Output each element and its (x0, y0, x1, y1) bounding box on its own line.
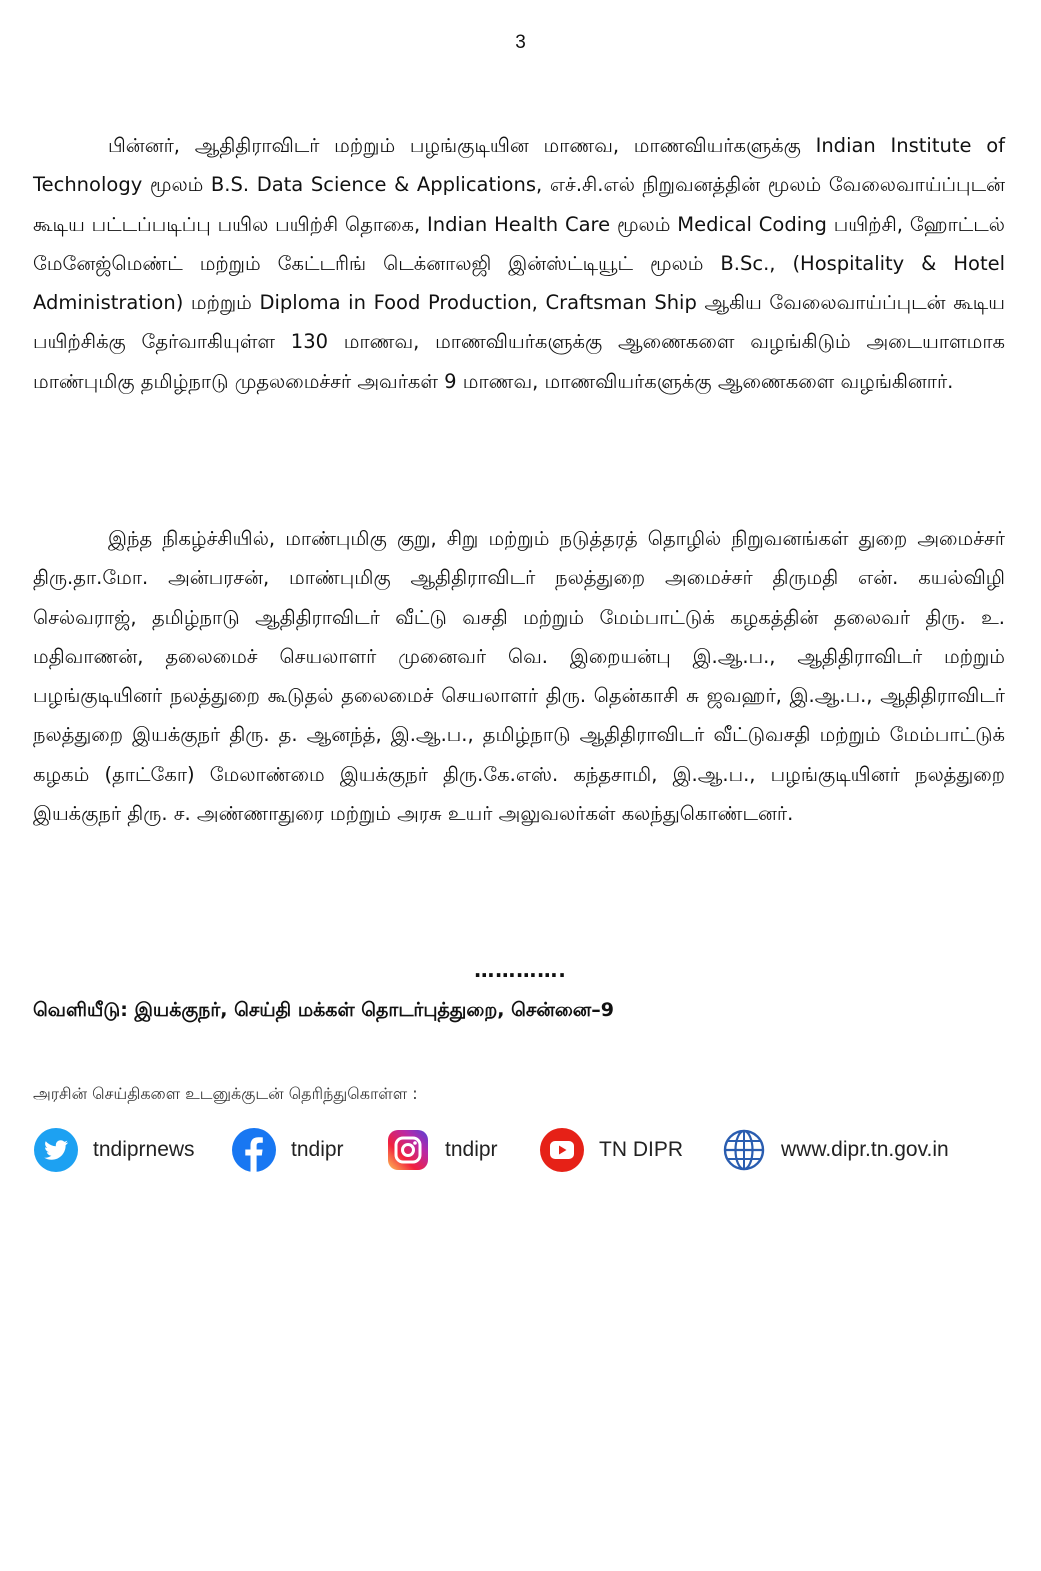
facebook-handle: tndipr (291, 1138, 344, 1161)
twitter-icon (33, 1127, 79, 1173)
youtube-icon (539, 1127, 585, 1173)
instagram-icon (385, 1127, 431, 1173)
instagram-handle: tndipr (445, 1138, 498, 1161)
globe-icon (721, 1127, 767, 1173)
paragraph-students-orders: பின்னர், ஆதிதிராவிடர் மற்றும் பழங்குடியின மாணவ, மாணவியர்களுக்கு Indian Institute of Technology மூலம் B.S. Data Science & Applications, எச்.சி.எல் நிறுவனத்தின் மூலம் வேலைவாய்ப்புடன் கூடிய பட்டப்படிப்பு பயில பயிற்சி தொகை, Indian Health Care மூலம் Medical Coding பயிற்சி, ஹோட்டல் மேனேஜ்மெண்ட் மற்றும் கேட்டரிங் டெக்னாலஜி இன்ஸ்ட்டியூட் மூலம் B.Sc., (Hospitality & Hotel Administration) மற்றும் Diploma in Food Production, Craftsman Ship ஆகிய வேலைவாய்ப்புடன் கூடிய பயிற்சிக்கு தேர்வாகியுள்ள 130 மாணவ, மாணவியர்களுக்கு ஆணைகளை வழங்கிடும் அடையாளமாக மாண்புமிகு தமிழ்நாடு முதலமைச்சர் அவர்கள் 9 மாணவ, மாணவியர்களுக்கு ஆணைகளை வழங்கினார். (33, 134, 1005, 393)
facebook-icon (231, 1127, 277, 1173)
social-link-website[interactable] (721, 1126, 949, 1174)
page-number: 3 (515, 32, 526, 53)
follow-label: அரசின் செய்திகளை உடனுக்குடன் தெரிந்துகொள்ள : (33, 1084, 418, 1103)
social-links-row (33, 1126, 1023, 1174)
separator-dots: …………. (474, 958, 567, 982)
social-link-instagram[interactable] (385, 1126, 498, 1174)
social-link-twitter[interactable] (33, 1126, 195, 1174)
twitter-handle: tndiprnews (93, 1138, 195, 1161)
paragraph-attendees: இந்த நிகழ்ச்சியில், மாண்புமிகு குறு, சிறு மற்றும் நடுத்தரத் தொழில் நிறுவனங்கள் துறை அமைச்சர் திரு.தா.மோ. அன்பரசன், மாண்புமிகு ஆதிதிராவிடர் நலத்துறை அமைச்சர் திருமதி என். கயல்விழி செல்வராஜ், தமிழ்நாடு ஆதிதிராவிடர் வீட்டு வசதி மற்றும் மேம்பாட்டுக் கழகத்தின் தலைவர் திரு. உ. மதிவாணன், தலைமைச் செயலாளர் முனைவர் வெ. இறையன்பு இ.ஆ.ப., ஆதிதிராவிடர் மற்றும் பழங்குடியினர் நலத்துறை கூடுதல் தலைமைச் செயலாளர் திரு. தென்காசி சு ஜவஹர், இ.ஆ.ப., ஆதிதிராவிடர் நலத்துறை இயக்குநர் திரு. த. ஆனந்த், இ.ஆ.ப., தமிழ்நாடு ஆதிதிராவிடர் வீட்டுவசதி மற்றும் மேம்பாட்டுக் கழகம் (தாட்கோ) மேலாண்மை இயக்குநர் திரு.கே.எஸ். கந்தசாமி, இ.ஆ.ப., பழங்குடியினர் நலத்துறை இயக்குநர் திரு. ச. அண்ணாதுரை மற்றும் அரசு உயர் அலுவலர்கள் கலந்துகொண்டனர். (33, 527, 1005, 826)
youtube-channel: TN DIPR (599, 1138, 683, 1161)
social-link-youtube[interactable] (539, 1126, 683, 1174)
social-link-facebook[interactable] (231, 1126, 344, 1174)
website-url: www.dipr.tn.gov.in (781, 1138, 949, 1161)
release-line: வெளியீடு: இயக்குநர், செய்தி மக்கள் தொடர்புத்துறை, சென்னை–9 (33, 999, 614, 1021)
